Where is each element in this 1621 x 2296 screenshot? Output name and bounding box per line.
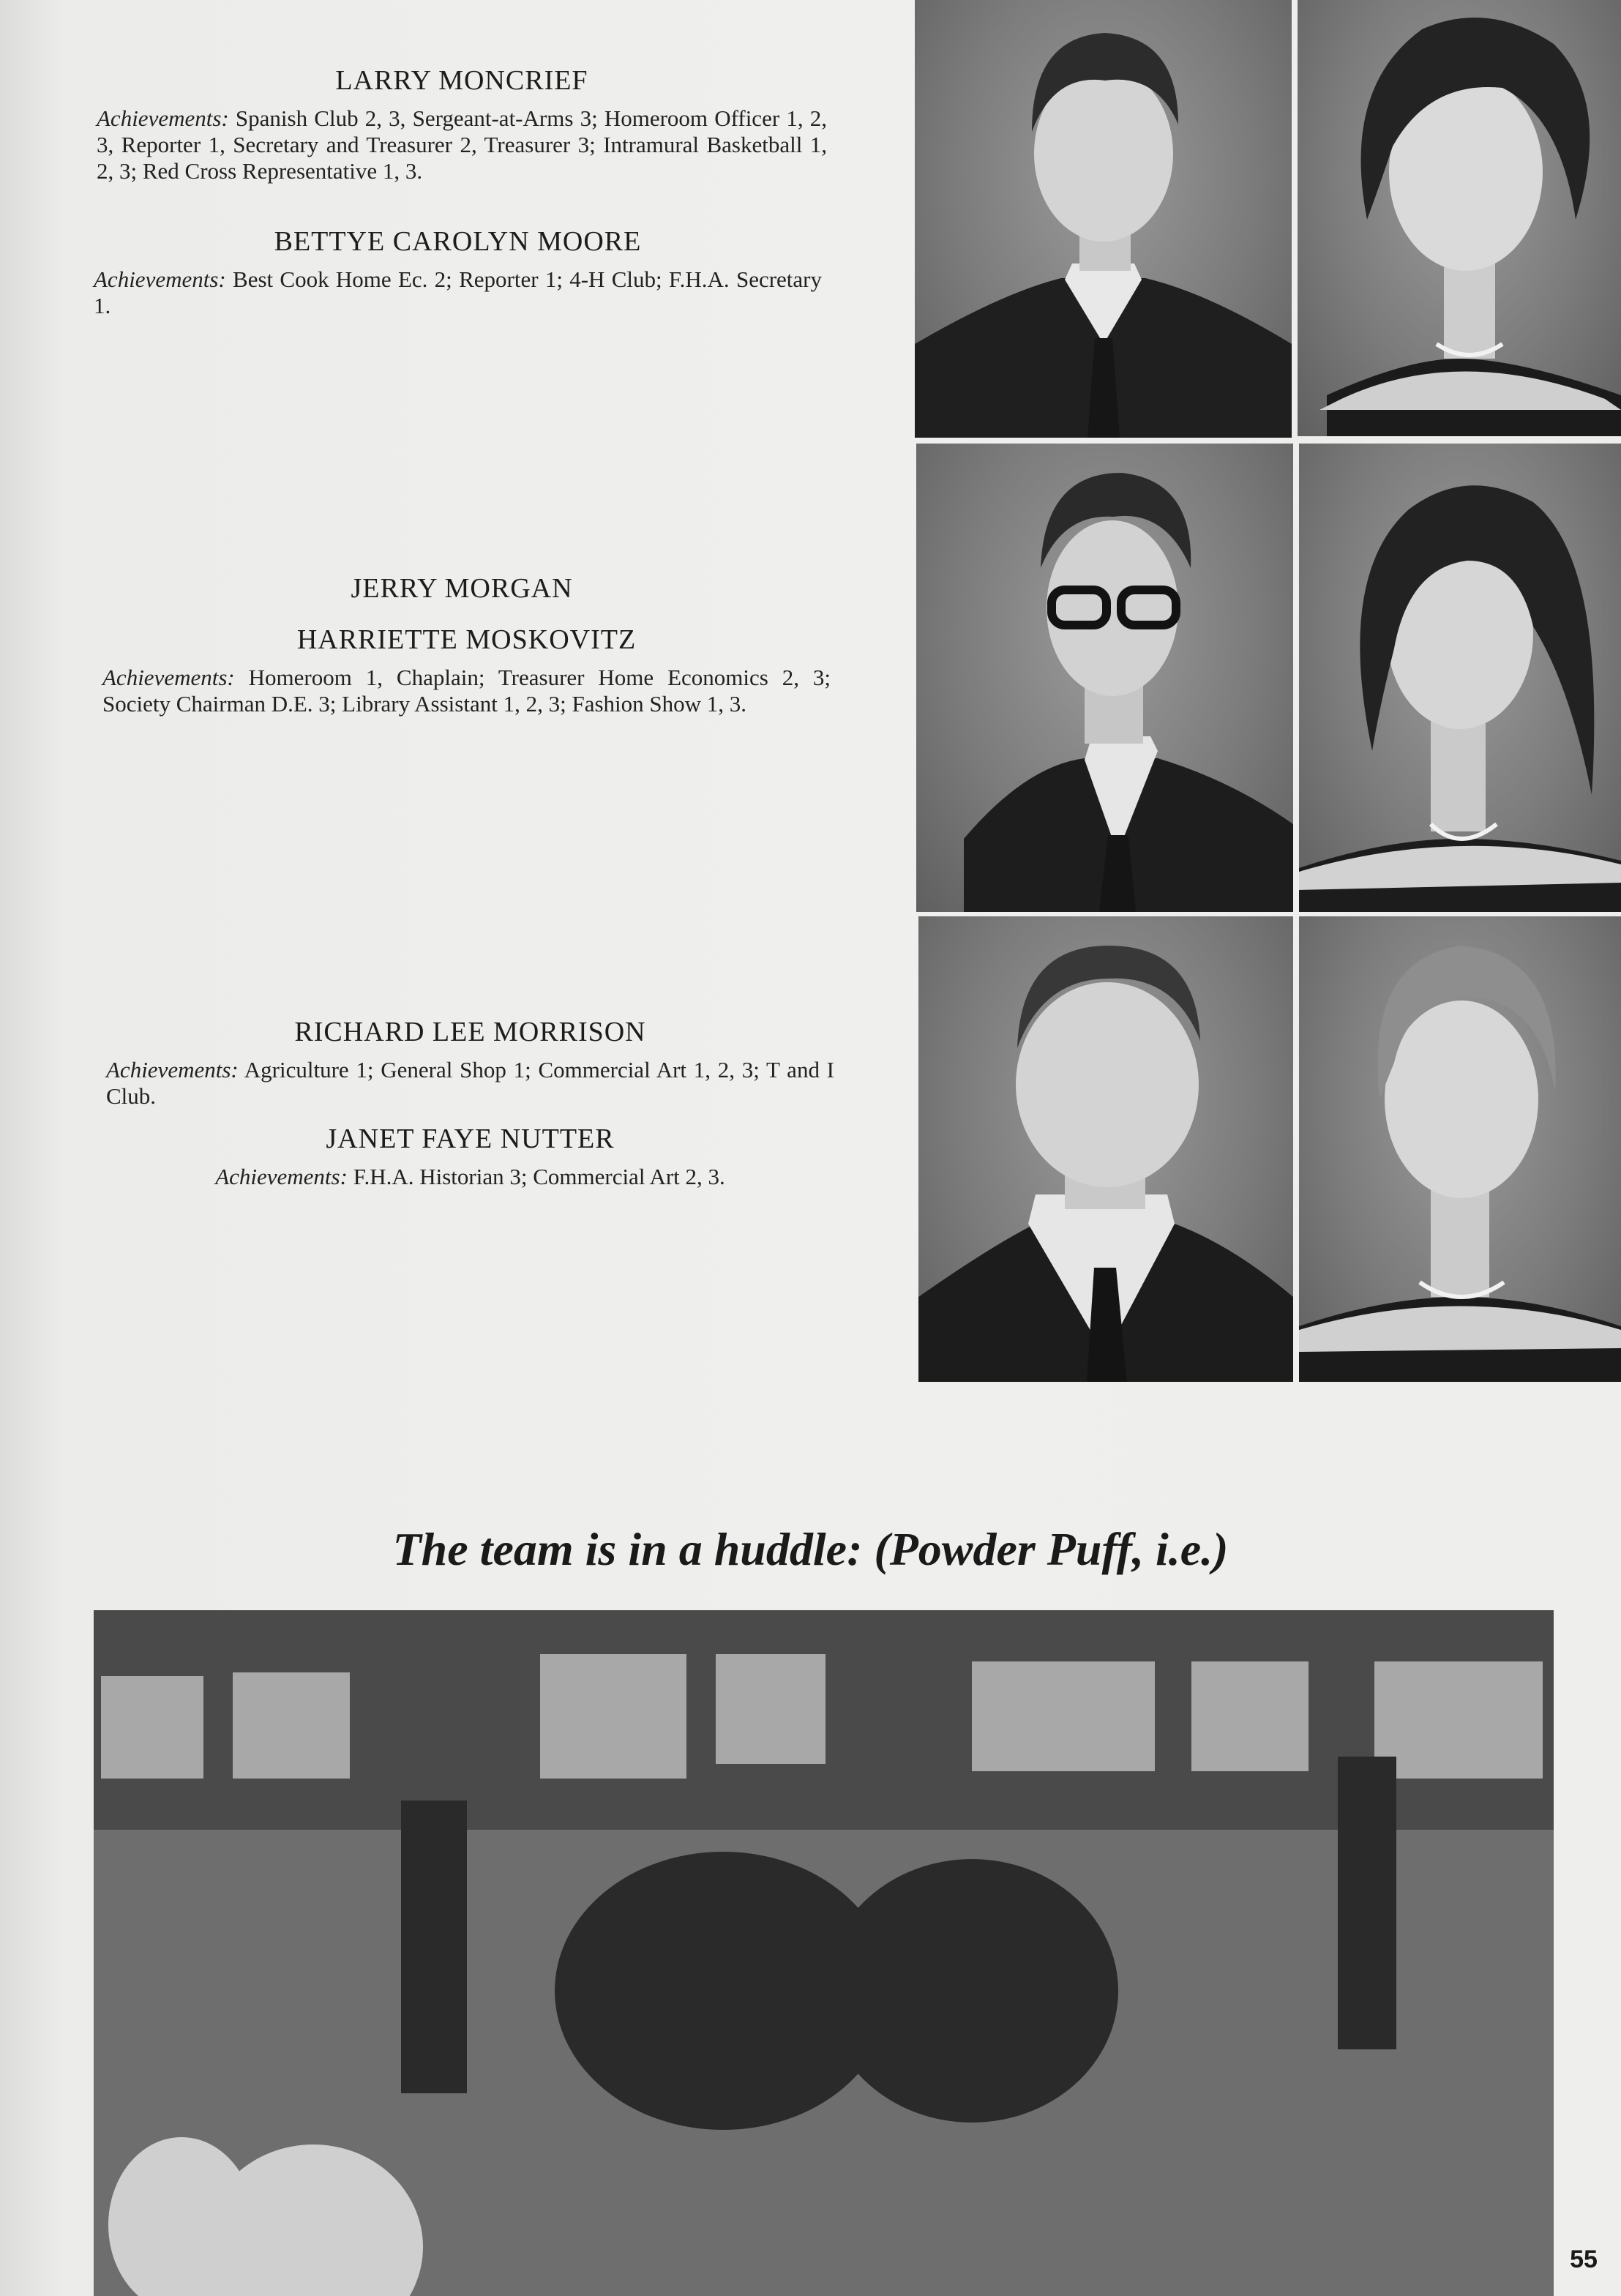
student-name: LARRY MONCRIEF bbox=[335, 65, 588, 96]
student-entry-moore bbox=[94, 225, 822, 319]
portrait-morrison bbox=[918, 916, 1293, 1382]
group-photo bbox=[94, 1610, 1554, 2296]
student-entry-nutter bbox=[106, 1123, 834, 1190]
portrait-moore bbox=[1298, 0, 1621, 436]
student-name: JERRY MORGAN bbox=[351, 573, 573, 604]
achievements-text: Homeroom 1, Chaplain; Treasurer Home Economics 2, 3; Society Chairman D.E. 3; Library Assistant 1, 2, 3; Fashion Show 1, 3. bbox=[102, 665, 831, 717]
portrait-moncrief bbox=[915, 0, 1292, 438]
achievements-label: Achievements: bbox=[97, 105, 229, 131]
achievements-label: Achievements: bbox=[102, 665, 235, 690]
student-achievements bbox=[97, 105, 827, 184]
student-achievements bbox=[94, 266, 822, 319]
portrait-moskovitz bbox=[1299, 444, 1621, 912]
page-number: 55 bbox=[1570, 2245, 1598, 2273]
student-entry-moncrief bbox=[97, 64, 827, 184]
achievements-text: Spanish Club 2, 3, Sergeant-at-Arms 3; Homeroom Officer 1, 2, 3, Reporter 1, Secretary and Treasurer 2, Treasurer 3; Intramural Basketball 1, 2, 3; Red Cross Representative 1, 3. bbox=[97, 105, 827, 184]
student-name: HARRIETTE MOSKOVITZ bbox=[296, 624, 637, 655]
student-name: BETTYE CAROLYN MOORE bbox=[274, 226, 642, 257]
achievements-text: Best Cook Home Ec. 2; Reporter 1; 4-H Club; F.H.A. Secretary 1. bbox=[94, 266, 823, 318]
photo-caption: The team is in a huddle: (Powder Puff, i.e.) bbox=[392, 1523, 1229, 1575]
student-achievements bbox=[106, 1164, 834, 1190]
student-entry-morrison bbox=[106, 1016, 834, 1110]
student-achievements bbox=[106, 1057, 834, 1110]
student-name: RICHARD LEE MORRISON bbox=[294, 1017, 646, 1047]
achievements-text: Agriculture 1; General Shop 1; Commercial Art 1, 2, 3; T and I Club. bbox=[106, 1057, 835, 1109]
student-entry-moskovitz bbox=[102, 624, 831, 717]
achievements-label: Achievements: bbox=[94, 266, 226, 292]
achievements-text: F.H.A. Historian 3; Commercial Art 2, 3. bbox=[353, 1164, 725, 1189]
portrait-morgan bbox=[916, 444, 1293, 912]
achievements-label: Achievements: bbox=[215, 1164, 348, 1189]
achievements-label: Achievements: bbox=[106, 1057, 239, 1082]
student-name: JANET FAYE NUTTER bbox=[326, 1123, 615, 1154]
student-achievements bbox=[102, 665, 831, 717]
student-entry-morgan bbox=[97, 572, 827, 605]
portrait-nutter bbox=[1299, 916, 1621, 1382]
